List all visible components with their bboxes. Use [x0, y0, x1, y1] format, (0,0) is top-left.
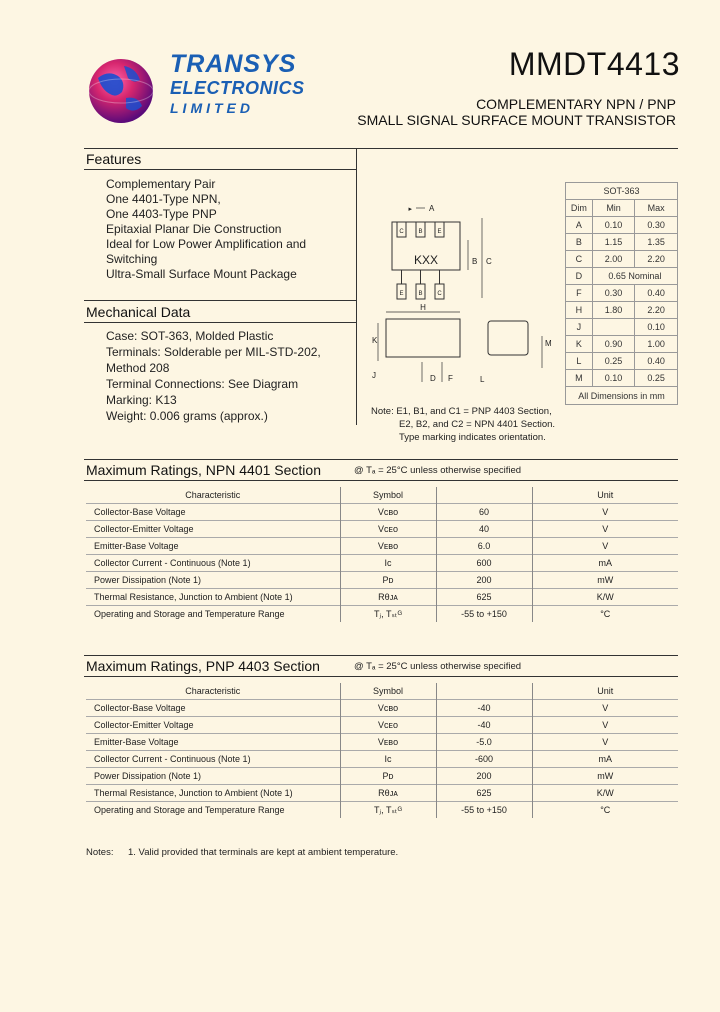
- dimensions-cell: K: [566, 336, 593, 353]
- npn-rating-cell: Pᴅ: [340, 572, 436, 589]
- dimension-label-d: D: [430, 374, 436, 383]
- dimensions-cell: 1.80: [592, 302, 635, 319]
- pin-label: E: [437, 229, 442, 235]
- dimensions-row: [566, 217, 678, 234]
- brand-line-2: ELECTRONICS: [170, 78, 305, 98]
- dimensions-cell: A: [566, 217, 593, 234]
- pin-note-line-1: Note: E1, B1, and C1 = PNP 4403 Section,: [371, 406, 552, 417]
- feature-item: Ideal for Low Power Amplification and: [106, 237, 307, 251]
- mechanical-item: Case: SOT-363, Molded Plastic: [106, 329, 274, 343]
- npn-ratings-table: [86, 487, 678, 622]
- pnp-rating-cell: V: [532, 700, 678, 717]
- dimensions-cell: [592, 319, 635, 336]
- npn-rating-cell: Power Dissipation (Note 1): [86, 572, 340, 589]
- pnp-rating-cell: mA: [532, 751, 678, 768]
- mechanical-item: Terminal Connections: See Diagram: [106, 377, 299, 391]
- dimensions-cell: 0.25: [592, 353, 635, 370]
- npn-rating-cell: 625: [436, 589, 532, 606]
- dimensions-cell: 0.90: [592, 336, 635, 353]
- npn-rating-cell: Thermal Resistance, Junction to Ambient (Note 1): [86, 589, 340, 606]
- dimensions-row: [566, 251, 678, 268]
- brand-line-1: TRANSYS: [170, 50, 297, 78]
- pin-note: [371, 405, 555, 444]
- npn-rating-cell: Collector-Emitter Voltage: [86, 521, 340, 538]
- pnp-rating-cell: Thermal Resistance, Junction to Ambient (Note 1): [86, 785, 340, 802]
- dimensions-row: [566, 319, 678, 336]
- pnp-rating-cell: -40: [436, 700, 532, 717]
- pnp-section-rule: [84, 676, 678, 677]
- npn-rating-row: [86, 521, 678, 538]
- dimension-label-c: C: [486, 257, 492, 266]
- pnp-rating-cell: Rθᴊᴀ: [340, 785, 436, 802]
- dimensions-cell: D: [566, 268, 593, 285]
- package-outline-diagram: [360, 196, 565, 396]
- npn-rating-cell: 600: [436, 555, 532, 572]
- npn-section-rule-top: [84, 459, 678, 460]
- pin-label: E: [399, 291, 404, 297]
- dimensions-cell: 0.10: [592, 370, 635, 387]
- npn-condition: @ Tₐ = 25°C unless otherwise specified: [354, 465, 522, 476]
- npn-header-cell: Symbol: [340, 487, 436, 504]
- pnp-condition: @ Tₐ = 25°C unless otherwise specified: [354, 661, 522, 672]
- npn-rating-cell: V: [532, 538, 678, 555]
- npn-header-cell: [436, 487, 532, 504]
- pnp-rating-row: [86, 751, 678, 768]
- npn-rating-row: [86, 589, 678, 606]
- npn-rating-cell: 60: [436, 504, 532, 521]
- dimensions-header-cell: Min: [592, 200, 635, 217]
- npn-rating-cell: 200: [436, 572, 532, 589]
- npn-rating-cell: Vᴇʙᴏ: [340, 538, 436, 555]
- pin-note-line-2: E2, B2, and C2 = NPN 4401 Section.: [399, 419, 556, 430]
- npn-header-cell: Unit: [597, 490, 614, 500]
- npn-rating-cell: Tⱼ, Tₛₜᴳ: [340, 606, 436, 623]
- npn-rating-cell: 6.0: [436, 538, 532, 555]
- mechanical-item: Marking: K13: [106, 393, 177, 407]
- pnp-rating-cell: °C: [532, 802, 678, 819]
- subtitle-line-2: SMALL SIGNAL SURFACE MOUNT TRANSISTOR: [357, 112, 676, 128]
- dimensions-cell: 1.00: [635, 336, 678, 353]
- pnp-rating-row: [86, 700, 678, 717]
- npn-rating-cell: mW: [532, 572, 678, 589]
- package-marking: KXX: [413, 253, 439, 267]
- pnp-rating-cell: Vᴇʙᴏ: [340, 734, 436, 751]
- pnp-rating-cell: Operating and Storage and Temperature Range: [86, 802, 340, 819]
- npn-rating-cell: Operating and Storage and Temperature Range: [86, 606, 340, 623]
- brand-name: [170, 52, 305, 115]
- package-body-end-view: [488, 321, 528, 355]
- features-rule: [84, 169, 356, 170]
- pnp-rating-cell: Tⱼ, Tₛₜᴳ: [340, 802, 436, 819]
- dimensions-cell: M: [566, 370, 593, 387]
- dimensions-cell: 0.65 Nominal: [592, 268, 677, 285]
- dimension-label-h: H: [420, 303, 426, 312]
- dimensions-cell: 0.30: [592, 285, 635, 302]
- pin-label: B: [418, 229, 423, 235]
- dimension-label-l: L: [480, 375, 485, 384]
- npn-header-cell: Characteristic: [86, 487, 340, 504]
- dimensions-cell: 0.10: [592, 217, 635, 234]
- dimensions-row: [566, 353, 678, 370]
- npn-rating-row: [86, 504, 678, 521]
- npn-rating-cell: V: [532, 504, 678, 521]
- subtitle-line-1: COMPLEMENTARY NPN / PNP: [476, 96, 676, 112]
- npn-rating-cell: Vᴄᴇᴏ: [340, 521, 436, 538]
- dimensions-cell: 0.40: [635, 285, 678, 302]
- npn-section-title: Maximum Ratings, NPN 4401 Section: [86, 462, 321, 478]
- pnp-header-cell: Symbol: [340, 683, 436, 700]
- pnp-rating-row: [86, 785, 678, 802]
- mechanical-list: [106, 329, 321, 425]
- pnp-rating-row: [86, 802, 678, 819]
- features-title: Features: [86, 151, 142, 167]
- npn-rating-cell: Vᴄʙᴏ: [340, 504, 436, 521]
- npn-rating-cell: Collector-Base Voltage: [86, 504, 340, 521]
- npn-rating-cell: -55 to +150: [436, 606, 532, 623]
- pnp-rating-cell: Iᴄ: [340, 751, 436, 768]
- pnp-rating-cell: Collector-Base Voltage: [86, 700, 340, 717]
- npn-rating-row: [86, 572, 678, 589]
- dimension-label-k: K: [372, 336, 378, 345]
- pnp-rating-cell: Power Dissipation (Note 1): [86, 768, 340, 785]
- pnp-rating-cell: -5.0: [436, 734, 532, 751]
- mechanical-title: Mechanical Data: [86, 304, 191, 320]
- dimensions-cell: 1.35: [635, 234, 678, 251]
- pnp-rating-cell: mW: [532, 768, 678, 785]
- feature-item: Epitaxial Planar Die Construction: [106, 222, 282, 236]
- feature-item: Switching: [106, 252, 158, 266]
- pnp-header-cell: Unit: [597, 686, 614, 696]
- pnp-rating-cell: 200: [436, 768, 532, 785]
- dimensions-cell: J: [566, 319, 593, 336]
- pnp-rating-cell: -55 to +150: [436, 802, 532, 819]
- dimensions-cell: 2.20: [635, 251, 678, 268]
- dimensions-row: [566, 268, 678, 285]
- company-logo-globe: [88, 48, 154, 134]
- mechanical-rule-top: [84, 300, 356, 301]
- dimensions-row: [566, 370, 678, 387]
- pnp-rating-cell: K/W: [532, 785, 678, 802]
- pnp-rating-cell: Collector-Emitter Voltage: [86, 717, 340, 734]
- dimensions-cell: L: [566, 353, 593, 370]
- pnp-ratings-table: [86, 683, 678, 818]
- dimension-arrow-a: ▸: [408, 206, 412, 213]
- pnp-rating-cell: Vᴄᴇᴏ: [340, 717, 436, 734]
- pin-label: B: [418, 291, 423, 297]
- npn-rating-cell: Rθᴊᴀ: [340, 589, 436, 606]
- dimensions-cell: 0.25: [635, 370, 678, 387]
- dimension-label-m: M: [545, 339, 552, 348]
- dimension-label-a: A: [429, 204, 435, 213]
- pnp-rating-row: [86, 717, 678, 734]
- npn-rating-cell: mA: [532, 555, 678, 572]
- pnp-header-cell: [436, 683, 532, 700]
- mechanical-rule: [84, 322, 356, 323]
- pnp-rating-row: [86, 734, 678, 751]
- pnp-rating-cell: Collector Current - Continuous (Note 1): [86, 751, 340, 768]
- npn-rating-cell: K/W: [532, 589, 678, 606]
- dimensions-table: [565, 182, 678, 405]
- pnp-rating-cell: Pᴅ: [340, 768, 436, 785]
- dimensions-header-cell: Dim: [566, 200, 593, 217]
- dimension-label-f: F: [448, 374, 453, 383]
- feature-item: One 4403-Type PNP: [106, 207, 217, 221]
- dimensions-cell: 2.20: [635, 302, 678, 319]
- dimensions-cell: 0.10: [635, 319, 678, 336]
- feature-item: Ultra-Small Surface Mount Package: [106, 267, 297, 281]
- pin-label: C: [437, 291, 442, 297]
- dimensions-row: [566, 336, 678, 353]
- pin-note-line-3: Type marking indicates orientation.: [399, 432, 546, 443]
- npn-rating-row: [86, 606, 678, 623]
- npn-rating-cell: °C: [532, 606, 678, 623]
- pnp-rating-cell: -600: [436, 751, 532, 768]
- pnp-rating-cell: 625: [436, 785, 532, 802]
- npn-rating-cell: Emitter-Base Voltage: [86, 538, 340, 555]
- pnp-rating-cell: -40: [436, 717, 532, 734]
- dimensions-cell: 0.40: [635, 353, 678, 370]
- dimensions-row: [566, 302, 678, 319]
- dimensions-cell: 0.30: [635, 217, 678, 234]
- npn-rating-cell: V: [532, 521, 678, 538]
- npn-section-rule: [84, 480, 678, 481]
- pin-label: C: [399, 229, 404, 235]
- mechanical-item: Weight: 0.006 grams (approx.): [106, 409, 268, 423]
- dimensions-cell: B: [566, 234, 593, 251]
- pnp-section-title: Maximum Ratings, PNP 4403 Section: [86, 658, 320, 674]
- pnp-rating-cell: V: [532, 717, 678, 734]
- feature-item: Complementary Pair: [106, 177, 216, 191]
- mechanical-item: Method 208: [106, 361, 170, 375]
- dimensions-cell: F: [566, 285, 593, 302]
- dimensions-cell: H: [566, 302, 593, 319]
- feature-item: One 4401-Type NPN,: [106, 192, 221, 206]
- pnp-section-rule-top: [84, 655, 678, 656]
- pnp-header-cell: Characteristic: [86, 683, 340, 700]
- pnp-rating-row: [86, 768, 678, 785]
- dimensions-row: [566, 234, 678, 251]
- dimensions-footer: All Dimensions in mm: [566, 387, 678, 405]
- part-number: MMDT4413: [508, 46, 680, 82]
- mechanical-item: Terminals: Solderable per MIL-STD-202,: [106, 345, 321, 359]
- pnp-rating-cell: Vᴄʙᴏ: [340, 700, 436, 717]
- features-list: [106, 177, 306, 282]
- npn-rating-cell: 40: [436, 521, 532, 538]
- dimensions-cell: 1.15: [592, 234, 635, 251]
- package-body-side-view: [386, 319, 460, 357]
- npn-rating-row: [86, 555, 678, 572]
- product-subtitle: [357, 96, 676, 128]
- dimensions-header-cell: Max: [635, 200, 678, 217]
- npn-rating-cell: Collector Current - Continuous (Note 1): [86, 555, 340, 572]
- dimension-label-b: B: [472, 257, 478, 266]
- notes-label: Notes:: [86, 847, 114, 858]
- dimensions-row: [566, 285, 678, 302]
- dimension-label-j: J: [372, 371, 376, 380]
- pnp-rating-cell: V: [532, 734, 678, 751]
- pnp-rating-cell: Emitter-Base Voltage: [86, 734, 340, 751]
- features-rule-top: [84, 148, 678, 149]
- dimensions-cell: C: [566, 251, 593, 268]
- npn-rating-row: [86, 538, 678, 555]
- note-1: 1. Valid provided that terminals are kept at ambient temperature.: [128, 847, 399, 858]
- npn-rating-cell: Iᴄ: [340, 555, 436, 572]
- section-divider: [356, 148, 357, 425]
- brand-line-3: LIMITED: [170, 100, 254, 116]
- dimensions-table-title: SOT-363: [566, 183, 678, 200]
- dimensions-cell: 2.00: [592, 251, 635, 268]
